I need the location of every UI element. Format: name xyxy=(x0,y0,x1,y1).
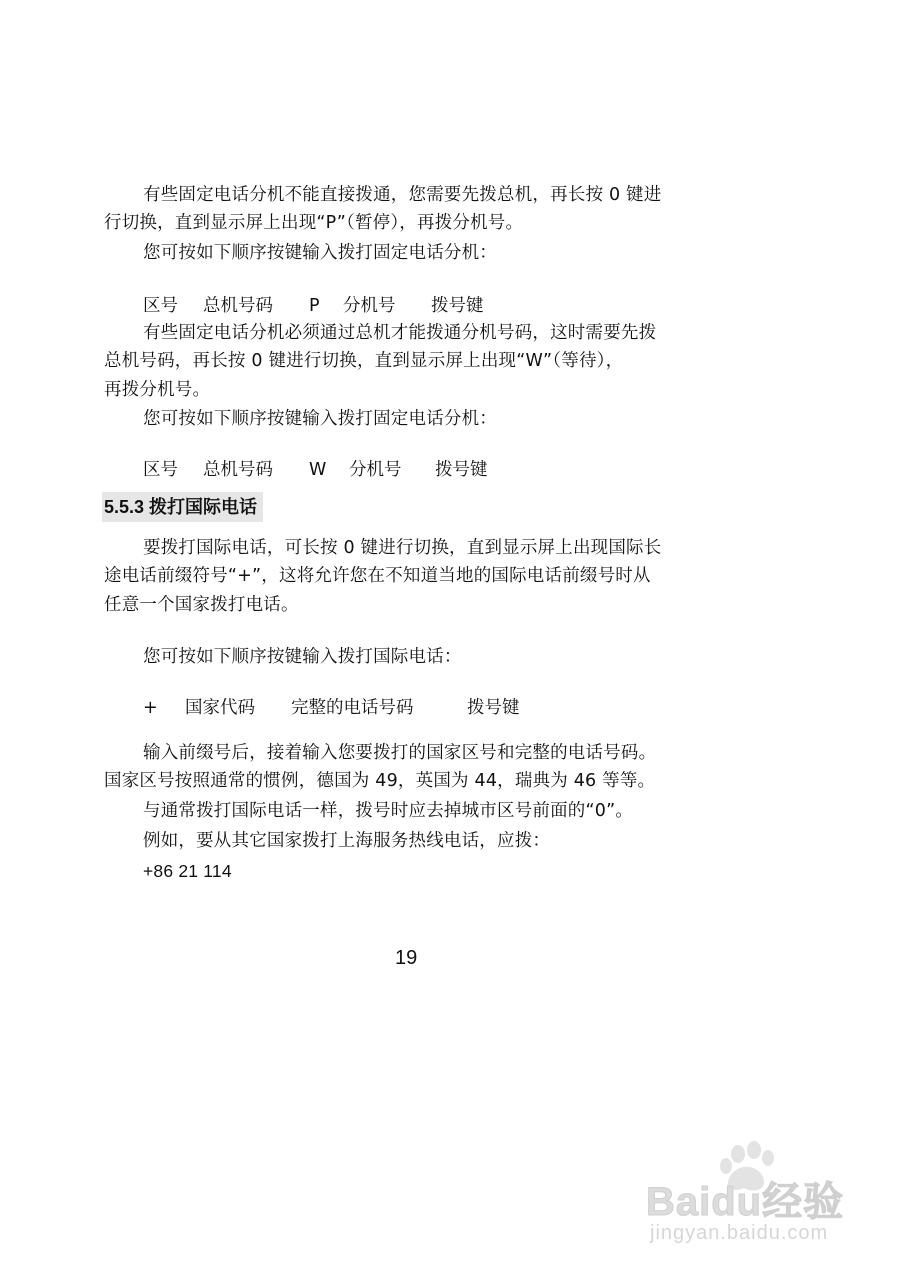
watermark-brand: Baidu经验 xyxy=(646,1180,845,1224)
key-sequence xyxy=(143,295,543,319)
paragraph-line: 您可按如下顺序按键输入拨打国际电话： xyxy=(143,647,462,667)
watermark-url: jingyan.baidu.com xyxy=(650,1222,829,1244)
paragraph-line: 您可按如下顺序按键输入拨打固定电话分机： xyxy=(143,409,497,429)
sequence-item: 区号 xyxy=(143,460,178,480)
key-sequence xyxy=(143,459,543,483)
sequence-item: 拨号键 xyxy=(467,698,520,718)
paragraph-line: 任意一个国家拨打电话。 xyxy=(104,595,299,615)
sequence-item: 总机号码 xyxy=(203,460,273,480)
sequence-item: 分机号 xyxy=(343,296,396,316)
sequence-item: 拨号键 xyxy=(435,460,488,480)
sequence-item: 分机号 xyxy=(349,460,402,480)
paragraph-line: 行切换，直到显示屏上出现“P”（暂停），再拨分机号。 xyxy=(104,213,524,233)
paragraph-line: 途电话前缀符号“+”，这将允许您在不知道当地的国际电话前缀号时从 xyxy=(104,566,651,586)
section-heading: 5.5.3 拨打国际电话 xyxy=(102,492,263,522)
sequence-item: P xyxy=(309,296,320,316)
example-number: +86 21 114 xyxy=(143,861,232,881)
page-number: 19 xyxy=(395,947,418,969)
sequence-item: 区号 xyxy=(143,296,178,316)
sequence-item: 完整的电话号码 xyxy=(291,698,414,718)
key-sequence xyxy=(143,697,563,721)
paragraph-line: 有些固定电话分机不能直接拨通，您需要先拨总机，再长按 0 键进 xyxy=(143,185,662,205)
paragraph-line: 您可按如下顺序按键输入拨打固定电话分机： xyxy=(143,243,497,263)
sequence-item: 国家代码 xyxy=(185,698,255,718)
paragraph-line: 总机号码，再长按 0 键进行切换，直到显示屏上出现“W”（等待）， xyxy=(104,351,624,371)
paragraph-line: 输入前缀号后，接着输入您要拨打的国家区号和完整的电话号码。 xyxy=(143,743,657,763)
paragraph-line: 要拨打国际电话，可长按 0 键进行切换，直到显示屏上出现国际长 xyxy=(143,538,662,558)
paragraph-line: 有些固定电话分机必须通过总机才能拨通分机号码，这时需要先拨 xyxy=(143,323,657,343)
sequence-item: 总机号码 xyxy=(203,296,273,316)
sequence-item: 拨号键 xyxy=(431,296,484,316)
paragraph-line: 例如，要从其它国家拨打上海服务热线电话，应拨： xyxy=(143,831,551,851)
paragraph-line: 再拨分机号。 xyxy=(104,380,211,400)
baidu-watermark xyxy=(640,1140,880,1250)
sequence-item: W xyxy=(309,460,327,480)
paragraph-line: 国家区号按照通常的惯例，德国为 49，英国为 44，瑞典为 46 等等。 xyxy=(104,771,656,791)
sequence-item: + xyxy=(143,698,158,718)
paragraph-line: 与通常拨打国际电话一样，拨号时应去掉城市区号前面的“0”。 xyxy=(143,801,634,821)
